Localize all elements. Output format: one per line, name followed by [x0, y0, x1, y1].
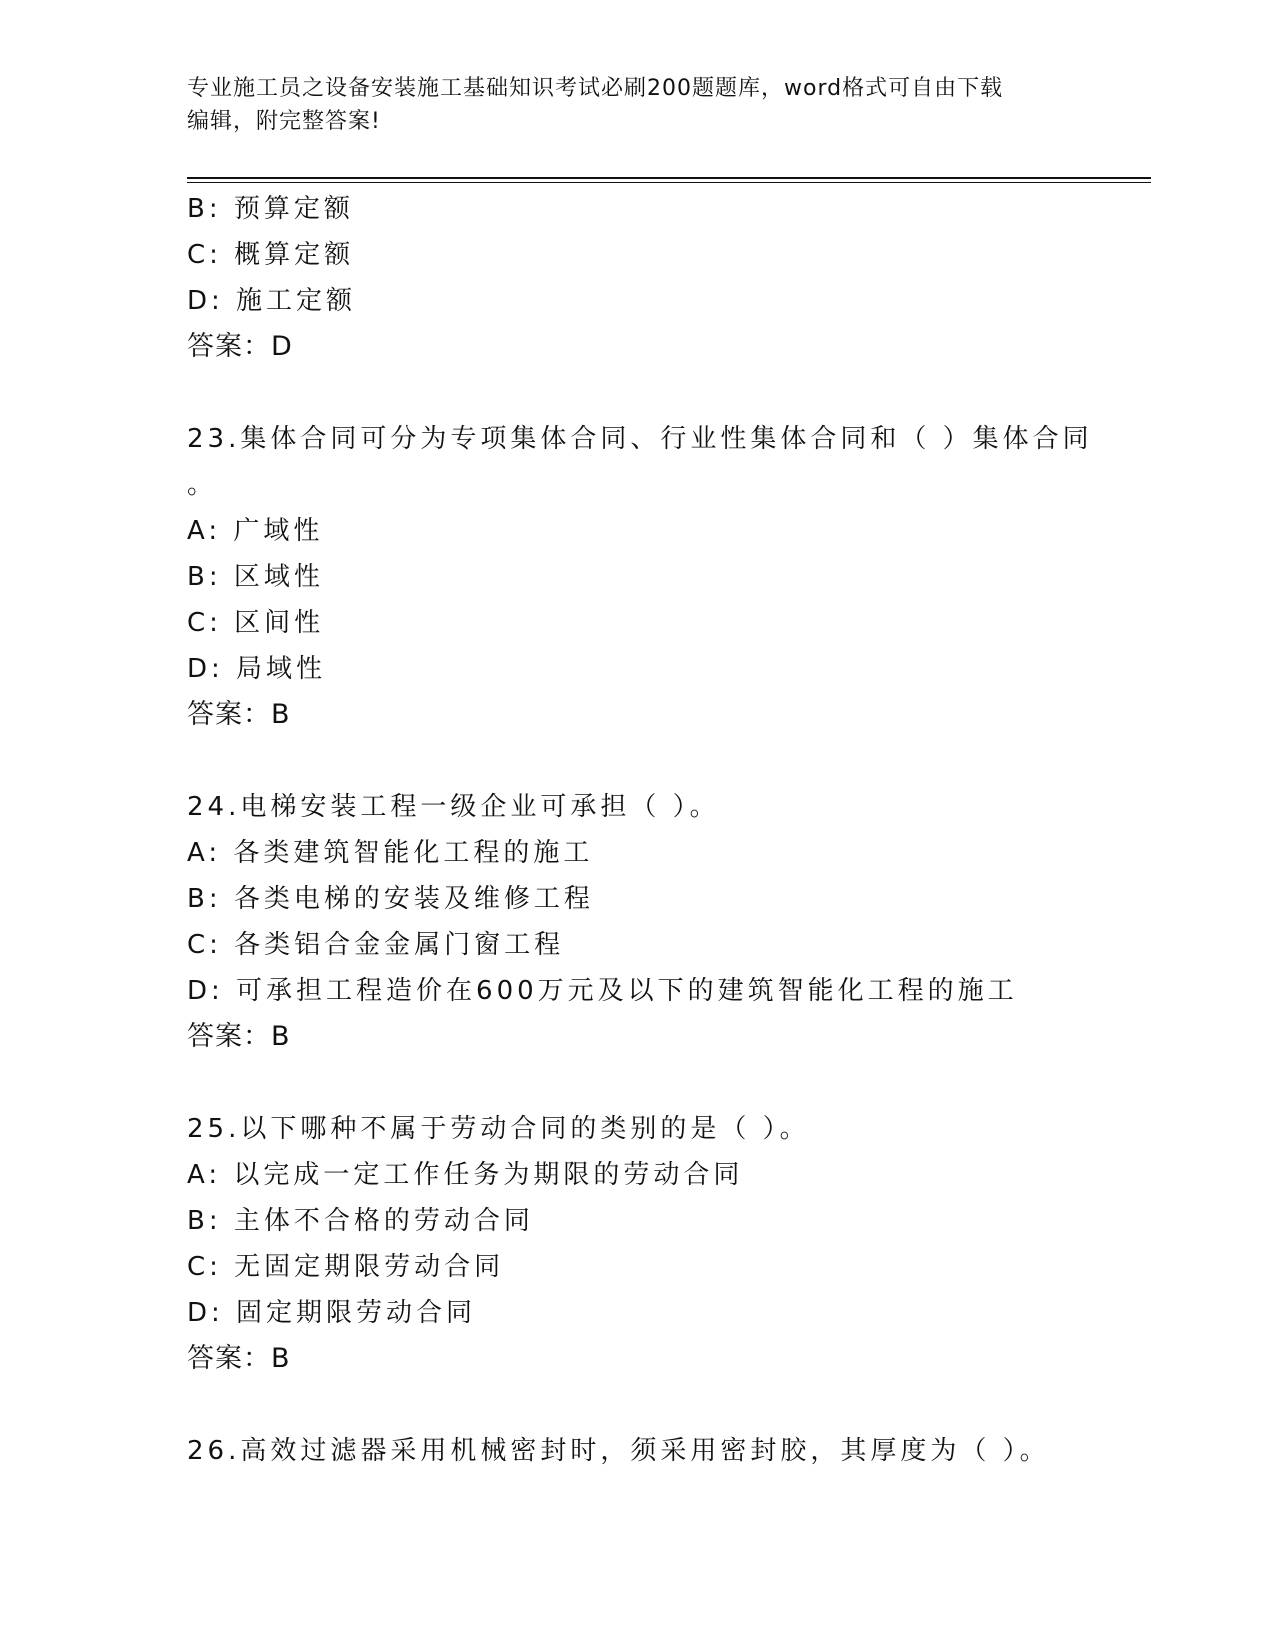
- header-divider-thick: [187, 177, 1151, 179]
- spacer: [187, 1060, 1151, 1106]
- question-stem: 26.高效过滤器采用机械密封时，须采用密封胶，其厚度为（ ）。: [187, 1436, 1050, 1466]
- option-d: D: 固定期限劳动合同: [187, 1298, 477, 1328]
- question-list: [187, 186, 1151, 1474]
- option-b: B: 区域性: [187, 562, 324, 592]
- option-c: C: 概算定额: [187, 240, 355, 270]
- header-line-2: 编辑，附完整答案!: [187, 109, 381, 134]
- question-22: [187, 186, 1151, 370]
- question-stem: 25.以下哪种不属于劳动合同的类别的是（ ）。: [187, 1114, 810, 1144]
- question-25: [187, 1106, 1151, 1382]
- answer: 答案：B: [187, 1343, 291, 1374]
- option-c: C: 区间性: [187, 608, 325, 638]
- option-d: D: 施工定额: [187, 286, 357, 316]
- spacer: [187, 370, 1151, 416]
- question-26: [187, 1428, 1151, 1474]
- option-b: B: 各类电梯的安装及维修工程: [187, 884, 594, 914]
- question-stem: 23.集体合同可分为专项集体合同、行业性集体合同和（ ）集体合同: [187, 424, 1093, 454]
- option-c: C: 无固定期限劳动合同: [187, 1252, 505, 1282]
- option-d: D: 局域性: [187, 654, 327, 684]
- question-23: [187, 416, 1151, 738]
- option-a: A: 以完成一定工作任务为期限的劳动合同: [187, 1160, 744, 1190]
- answer: 答案：B: [187, 1021, 291, 1052]
- option-a: A: 广域性: [187, 516, 324, 546]
- answer: 答案：D: [187, 331, 293, 362]
- option-a: A: 各类建筑智能化工程的施工: [187, 838, 594, 868]
- spacer: [187, 738, 1151, 784]
- header-line-1: 专业施工员之设备安装施工基础知识考试必刷200题题库，word格式可自由下载: [187, 76, 1004, 101]
- option-d: D: 可承担工程造价在600万元及以下的建筑智能化工程的施工: [187, 976, 1018, 1006]
- question-stem: 24.电梯安装工程一级企业可承担（ ）。: [187, 792, 720, 822]
- header-divider-thin: [187, 182, 1151, 183]
- option-b: B: 预算定额: [187, 194, 354, 224]
- option-b: B: 主体不合格的劳动合同: [187, 1206, 534, 1236]
- answer: 答案：B: [187, 699, 291, 730]
- question-stem-tail: 。: [187, 470, 218, 500]
- document-header: [187, 72, 1087, 138]
- spacer: [187, 1382, 1151, 1428]
- question-24: [187, 784, 1151, 1060]
- option-c: C: 各类铝合金金属门窗工程: [187, 930, 565, 960]
